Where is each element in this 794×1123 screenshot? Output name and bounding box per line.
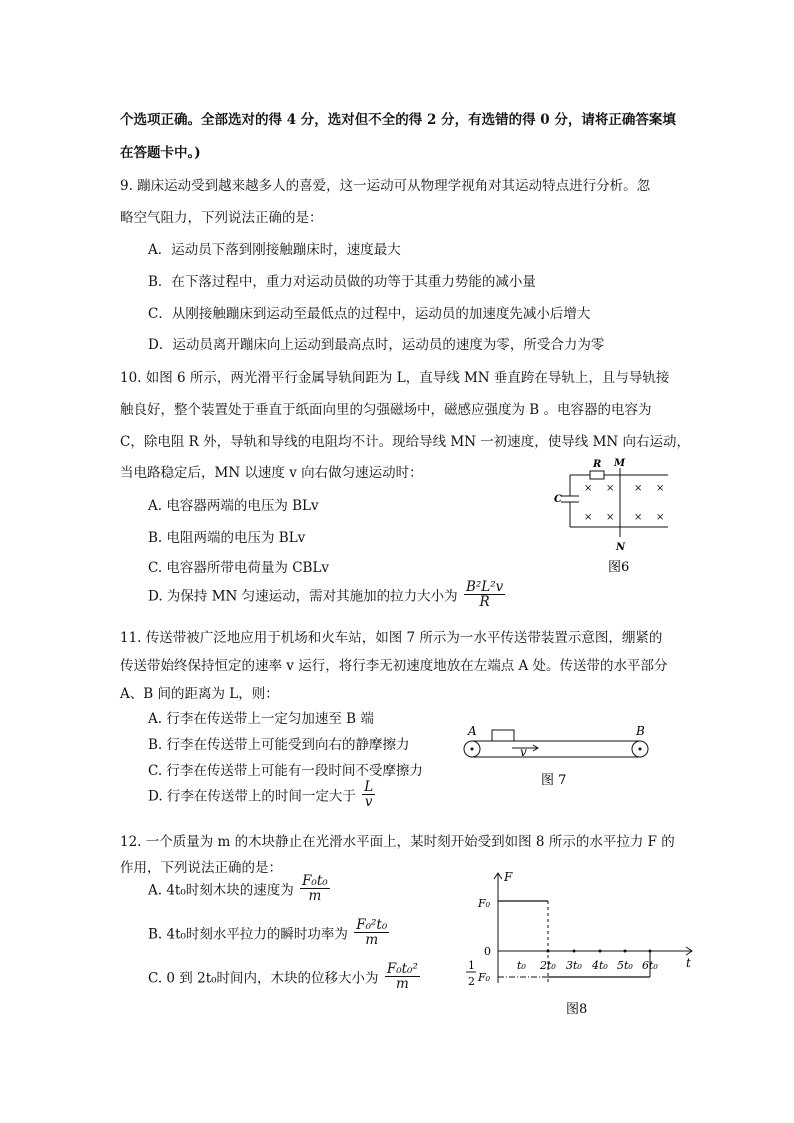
q10-option-c: C. 电容器所带电荷量为 CBLv bbox=[148, 560, 330, 576]
q11-d-numerator: L bbox=[364, 779, 374, 795]
field-cross: × bbox=[584, 512, 593, 523]
q12-c-fraction bbox=[385, 962, 420, 991]
q11-option-b: B. 行李在传送带上可能受到向右的静摩擦力 bbox=[148, 737, 410, 753]
q9-option-a: A．运动员下落到刚接触蹦床时，速度最大 bbox=[148, 242, 401, 258]
q10-stem-line-1: 10. 如图 6 所示，两光滑平行金属导轨间距为 L，直导线 MN 垂直跨在导轨上，且与导轨接 bbox=[120, 370, 670, 386]
figure-6-label: 图6 bbox=[608, 560, 630, 575]
q12-c-denominator: m bbox=[395, 976, 409, 993]
label-zero: 0 bbox=[484, 945, 491, 958]
q12-b-numerator: F₀²t₀ bbox=[356, 917, 388, 933]
tick-dot bbox=[599, 950, 602, 953]
q12-c-numerator: F₀t₀² bbox=[386, 961, 418, 977]
label-a: A bbox=[468, 724, 477, 738]
q10-option-b: B. 电阻两端的电压为 BLv bbox=[148, 530, 306, 546]
q12-option-b-text: B. 4t₀时刻水平拉力的瞬时功率为 bbox=[148, 926, 348, 943]
q12-option-b bbox=[148, 918, 389, 947]
label-half-num: 1 bbox=[468, 959, 475, 972]
q10-stem-line-2: 触良好，整个装置处于垂直于纸面向里的匀强磁场中，磁感应强度为 B 。电容器的电容为 bbox=[120, 402, 652, 418]
q12-a-fraction bbox=[300, 874, 330, 903]
label-r: R bbox=[593, 459, 602, 470]
q12-option-c-text: C. 0 到 2t₀时间内，木块的位移大小为 bbox=[148, 970, 379, 987]
tick-label: 2t₀ bbox=[540, 959, 556, 972]
figure-7-conveyor bbox=[458, 722, 658, 792]
q10-option-d bbox=[148, 580, 505, 609]
tick-dot bbox=[573, 950, 576, 953]
q10-d-fraction bbox=[464, 580, 505, 609]
q11-option-d-text: D. 行李在传送带上的时间一定大于 bbox=[148, 788, 356, 805]
q9-option-c: C．从刚接触蹦床到运动至最低点的过程中，运动员的加速度先减小后增大 bbox=[148, 306, 591, 322]
intro-line-2: 在答题卡中。) bbox=[120, 145, 201, 161]
q11-option-d bbox=[148, 780, 375, 809]
q9-stem-line-2: 略空气阻力，下列说法正确的是： bbox=[120, 210, 323, 226]
q10-stem-line-3: C，除电阻 R 外，导轨和导线的电阻均不计。现给导线 MN 一初速度，使导线 MN 向右运动， bbox=[120, 434, 691, 450]
q12-a-denominator: m bbox=[308, 888, 322, 905]
tick-dot bbox=[624, 950, 627, 953]
field-cross: × bbox=[584, 483, 593, 494]
q10-stem-line-4: 当电路稳定后，MN 以速度 v 向右做匀速运动时： bbox=[120, 465, 423, 481]
q12-option-a-text: A. 4t₀时刻木块的速度为 bbox=[148, 882, 294, 899]
figure-6-circuit bbox=[550, 455, 680, 580]
label-v: v bbox=[520, 745, 527, 759]
resistor bbox=[590, 471, 604, 479]
label-half-f0: F₀ bbox=[478, 971, 491, 984]
tick-dot bbox=[547, 950, 550, 953]
q12-a-numerator: F₀t₀ bbox=[302, 873, 328, 889]
q11-option-a: A. 行李在传送带上一定匀加速至 B 端 bbox=[148, 711, 374, 727]
q9-option-d: D．运动员离开蹦床向上运动到最高点时，运动员的速度为零，所受合力为零 bbox=[148, 337, 605, 353]
q12-b-fraction bbox=[354, 918, 389, 947]
tick-label: t₀ bbox=[517, 959, 526, 972]
label-m: M bbox=[614, 458, 626, 469]
figure-8-label: 图8 bbox=[566, 1002, 588, 1017]
tick-label: 4t₀ bbox=[592, 959, 608, 972]
tick-label: 6t₀ bbox=[642, 959, 658, 972]
field-cross: × bbox=[656, 483, 665, 494]
field-cross: × bbox=[606, 512, 615, 523]
label-b: B bbox=[636, 724, 645, 738]
q10-d-denominator: R bbox=[479, 594, 490, 611]
q10-d-numerator: B²L²v bbox=[465, 579, 504, 595]
q12-stem-line-1: 12. 一个质量为 m 的木块静止在光滑水平面上，某时刻开始受到如图 8 所示的水平拉力 F 的 bbox=[120, 834, 675, 850]
label-f0: F₀ bbox=[478, 897, 491, 910]
q9-stem-line-1: 9. 蹦床运动受到越来越多人的喜爱，这一运动可从物理学视角对其运动特点进行分析。忽 bbox=[120, 178, 651, 194]
label-half-den: 2 bbox=[468, 975, 475, 988]
q10-option-a: A. 电容器两端的电压为 BLv bbox=[148, 498, 319, 514]
q11-stem-line-1: 11. 传送带被广泛地应用于机场和火车站，如图 7 所示为一水平传送带装置示意图，绷紧的 bbox=[120, 630, 663, 646]
q11-stem-line-2: 传送带始终保持恒定的速率 v 运行，将行李无初速度地放在左端点 A 处。传送带的水平部分 bbox=[120, 658, 668, 674]
intro-line-1: 个选项正确。全部选对的得 4 分，选对但不全的得 2 分，有选错的得 0 分，请将正确答案填 bbox=[120, 112, 676, 128]
field-cross: × bbox=[606, 483, 615, 494]
q11-stem-line-3: A、B 间的距离为 L，则： bbox=[120, 686, 279, 702]
field-cross: × bbox=[634, 512, 643, 523]
right-pulley-axle bbox=[639, 748, 642, 751]
tick-label: 5t₀ bbox=[617, 959, 633, 972]
q9-option-b: B．在下落过程中，重力对运动员做的功等于其重力势能的减小量 bbox=[148, 274, 536, 290]
q12-option-a bbox=[148, 874, 330, 903]
luggage-box bbox=[492, 730, 514, 741]
q12-option-c bbox=[148, 962, 420, 991]
tick-label: 3t₀ bbox=[566, 959, 582, 972]
field-cross: × bbox=[634, 483, 643, 494]
figure-8-force-graph bbox=[460, 865, 705, 1025]
q11-d-fraction bbox=[362, 780, 375, 809]
field-cross: × bbox=[656, 512, 665, 523]
tick-dot bbox=[649, 950, 652, 953]
q12-stem-line-2: 作用，下列说法正确的是： bbox=[120, 860, 282, 876]
label-f: F bbox=[504, 870, 513, 884]
figure-7-label: 图 7 bbox=[541, 773, 567, 788]
left-pulley-axle bbox=[471, 748, 474, 751]
q11-d-denominator: v bbox=[364, 794, 373, 811]
q11-option-c: C. 行李在传送带上可能有一段时间不受摩擦力 bbox=[148, 763, 423, 779]
label-t: t bbox=[686, 956, 691, 970]
q10-option-d-text: D. 为保持 MN 匀速运动，需对其施加的拉力大小为 bbox=[148, 588, 458, 605]
label-n: N bbox=[616, 542, 626, 553]
label-c: C bbox=[554, 494, 562, 505]
q12-b-denominator: m bbox=[365, 932, 379, 949]
